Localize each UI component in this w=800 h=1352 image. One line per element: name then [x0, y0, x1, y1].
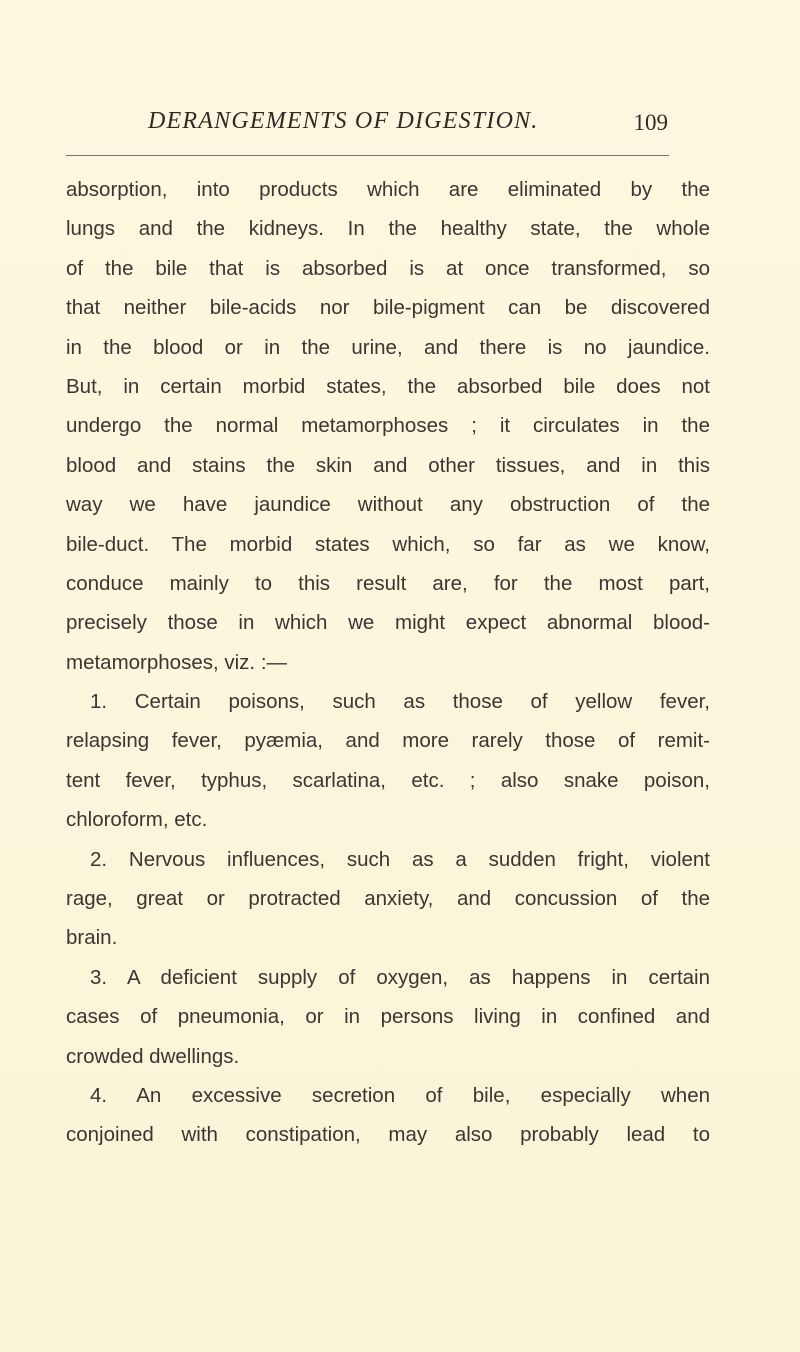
text-line: blood and stains the skin and other tissues, and in this [66, 453, 710, 477]
text-line: relapsing fever, pyæmia, and more rarely those of remit- [66, 729, 710, 753]
text-line: metamorphoses, viz. :— [66, 650, 288, 674]
page-number: 109 [633, 110, 668, 135]
text-line: conjoined with constipation, may also probably lead to [66, 1123, 710, 1147]
text-line: crowded dwellings. [66, 1044, 240, 1068]
text-line: chloroform, etc. [66, 808, 208, 832]
text-line: 4. An excessive secretion of bile, especially when [90, 1083, 710, 1107]
text-line: lungs and the kidneys. In the healthy state, the whole [66, 217, 710, 241]
page-header [148, 108, 668, 144]
text-line: absorption, into products which are eliminated by the [66, 178, 710, 201]
header-rule [66, 155, 669, 156]
text-line: tent fever, typhus, scarlatina, etc. ; also snake poison, [66, 768, 710, 792]
text-line: way we have jaundice without any obstruction of the [66, 493, 710, 517]
text-line: conduce mainly to this result are, for the most part, [66, 571, 710, 595]
body-text [66, 170, 710, 1155]
text-line: 3. A deficient supply of oxygen, as happens in certain [90, 965, 710, 989]
text-line: brain. [66, 926, 118, 950]
text-line: that neither bile-acids nor bile-pigment can be discovered [66, 296, 710, 320]
text-line: precisely those in which we might expect abnormal blood- [66, 611, 710, 635]
text-line: 1. Certain poisons, such as those of yellow fever, [90, 690, 710, 714]
text-line: bile-duct. The morbid states which, so far as we know, [66, 532, 710, 556]
text-line: of the bile that is absorbed is at once transformed, so [66, 256, 710, 280]
text-line: But, in certain morbid states, the absorbed bile does not [66, 374, 710, 398]
text-line: undergo the normal metamorphoses ; it circulates in the [66, 414, 710, 438]
text-line: rage, great or protracted anxiety, and concussion of the [66, 887, 710, 911]
text-line: cases of pneumonia, or in persons living in confined and [66, 1005, 710, 1029]
text-line: in the blood or in the urine, and there is no jaundice. [66, 335, 710, 359]
running-head: DERANGEMENTS OF DIGESTION. [148, 108, 539, 134]
text-line: 2. Nervous influences, such as a sudden fright, violent [90, 847, 710, 871]
